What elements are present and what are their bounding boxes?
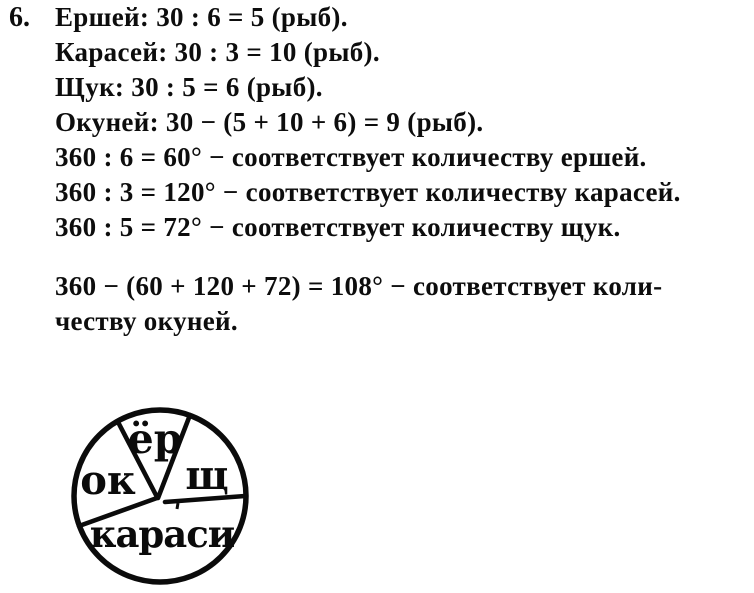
pie-label-shchuka: щ <box>185 452 229 499</box>
fish-pie-chart <box>67 403 253 589</box>
solution-line: Окуней: 30 − (5 + 10 + 6) = 9 (рыб). <box>55 107 484 137</box>
solution-line: Ершей: 30 : 6 = 5 (рыб). <box>55 2 348 32</box>
solution-line: 360 : 6 = 60° − соответствует количеству ершей. <box>55 142 647 172</box>
conclusion-line: честву окуней. <box>55 306 238 336</box>
conclusion-line: 360 − (60 + 120 + 72) = 108° − соответствует коли- <box>55 271 663 301</box>
problem-number: 6. <box>9 2 30 33</box>
solution-line: Карасей: 30 : 3 = 10 (рыб). <box>55 37 380 67</box>
solution-line: 360 : 3 = 120° − соответствует количеству карасей. <box>55 177 681 207</box>
pie-label-ersh: ёр <box>127 415 183 463</box>
pie-label-okun: ок <box>80 457 136 504</box>
conclusion-text <box>55 269 662 339</box>
solution-line: Щук: 30 : 5 = 6 (рыб). <box>55 72 323 102</box>
pen-tick-mark <box>177 503 178 509</box>
solution-line: 360 : 5 = 72° − соответствует количеству щук. <box>55 212 621 242</box>
pie-label-karasi: караси <box>89 512 235 556</box>
solution-text <box>55 0 681 245</box>
